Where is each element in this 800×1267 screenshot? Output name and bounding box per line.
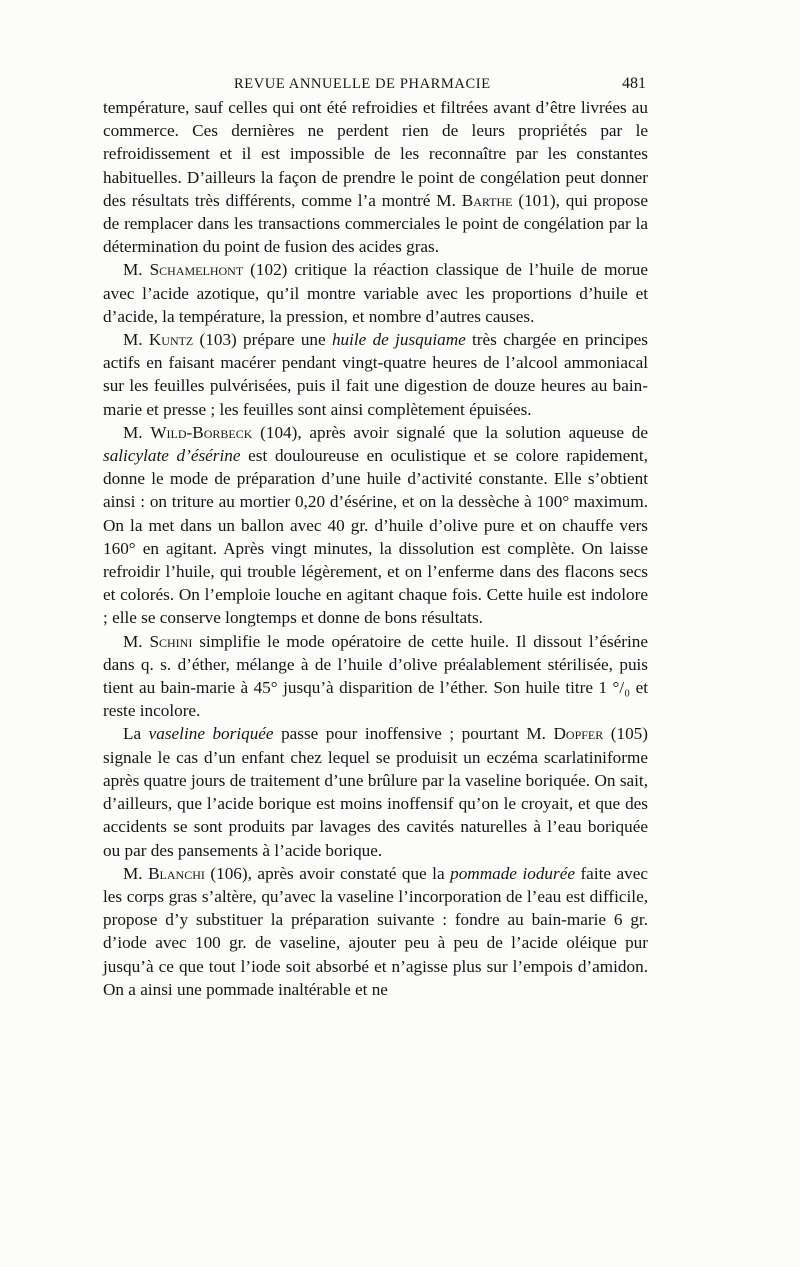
author-name: Wild-Borbeck (150, 422, 253, 442)
body-text (103, 96, 648, 1001)
text-run: (102) critique la réaction classique de l’huile de morue avec l’acide azotique, qu’il montre variable avec les proportions d’huile et d’acide, la température, la pression, et nombre d’autres causes. (103, 260, 648, 326)
paragraph-schini (103, 630, 648, 723)
paragraph-continued (103, 96, 648, 258)
author-name: Barthe (461, 190, 513, 210)
text-run: (106), après avoir constaté que la (204, 863, 451, 883)
text-run: passe pour inoffensive ; pourtant M. (273, 724, 554, 744)
text-run: simplifie le mode opératoire de cette huile. Il dissout l’ésérine dans q. s. d’éther, mélange à de l’huile d’olive préalablement stérilisée, puis tient au bain-marie à 45° jusqu’à disparition de l’éther. Son huile titre 1 °/₀ et reste incolore. (103, 631, 648, 721)
text-run: M. (123, 631, 150, 651)
author-name: Blanchi (148, 863, 205, 883)
italic-term: salicylate d’ésérine (103, 446, 241, 466)
paragraph-vaseline-boriquee (103, 722, 648, 861)
text-run: (104), après avoir signalé que la solution aqueuse de (252, 422, 648, 442)
page-number: 481 (622, 75, 646, 92)
text-run: (103) prépare une (193, 330, 332, 350)
running-head-title: REVUE ANNUELLE DE PHARMACIE (234, 76, 491, 92)
text-run: très chargée en principes actifs en faisant macérer pendant vingt-quatre heures de l’alcool ammoniacal sur les feuilles pulvérisées, puis il fait une digestion de douze heures au bain-marie et presse ; les feuilles sont ainsi complètement épuisées. (103, 330, 648, 419)
text-run: M. (123, 863, 149, 883)
text-run: est douloureuse en oculistique et se colore rapidement, donne le mode de préparation d’une huile d’activité constante. Elle s’obtient ainsi : on triture au mortier 0,20 d’ésérine, et on la dessèche à 100° maximum. On la met dans un ballon avec 40 gr. d’huile d’olive pure et on chauffe vers 160° en agitant. Après vingt minutes, la dissolution est complète. On laisse refroidir l’huile, qui trouble légèrement, et on l’enferme dans des flacons secs et colorés. On l’emploie louche en agitant chaque fois. Cette huile est indolore ; elle se conserve longtemps et donne de bons résultats. (103, 446, 648, 628)
author-name: Kuntz (148, 330, 194, 350)
paragraph-wild-borbeck (103, 421, 648, 630)
text-run: faite avec les corps gras s’altère, qu’avec la vaseline l’incorporation de l’eau est difficile, propose d’y substituer la préparation suivante : fondre au bain-marie 6 gr. d’iode avec 100 gr. de vaseline, ajouter peu à peu de l’acide oléique pur jusqu’à ce que tout l’iode soit absorbé et n’agisse plus sur l’empois d’amidon. On a ainsi une pommade inaltérable et ne (103, 863, 648, 999)
author-name: Schini (149, 631, 193, 651)
text-run: (105) signale le cas d’un enfant chez lequel se produisit un eczéma scarlatiniforme après quatre jours de traitement d’une brûlure par la vaseline boriquée. On sait, d’ailleurs, que l’acide borique est moins inoffensif qu’on le croyait, et que des accidents se sont produits par lavages des cavités naturelles à l’eau boriquée ou par des pansements à l’acide borique. (103, 724, 648, 860)
author-name: Dopfer (553, 724, 604, 744)
paragraph-kuntz (103, 328, 648, 421)
text-run: La (123, 724, 149, 744)
italic-term: huile de jusquiame (331, 330, 466, 350)
paragraph-blanchi (103, 862, 648, 1001)
text-run: M. (123, 330, 149, 350)
text-run: température, sauf celles qui ont été refroidies et filtrées avant d’être livrées au commerce. Ces dernières ne perdent rien de leurs propriétés par le refroidissement et il est impossible de les reconnaître par les constantes habituelles. D’ailleurs la façon de prendre le point de congélation peut donner des résultats très différents, comme l’a montré M. (103, 98, 648, 210)
text-run: (101), qui propose de remplacer dans les transactions commerciales le point de congélation par la détermination du point de fusion des acides gras. (103, 190, 648, 257)
author-name: Schamelhont (149, 260, 244, 280)
italic-term: vaseline boriquée (148, 724, 274, 744)
text-run: M. (123, 260, 150, 280)
italic-term: pommade iodurée (450, 863, 575, 883)
paragraph-schamelhont (103, 258, 648, 328)
text-run: M. (123, 422, 151, 442)
